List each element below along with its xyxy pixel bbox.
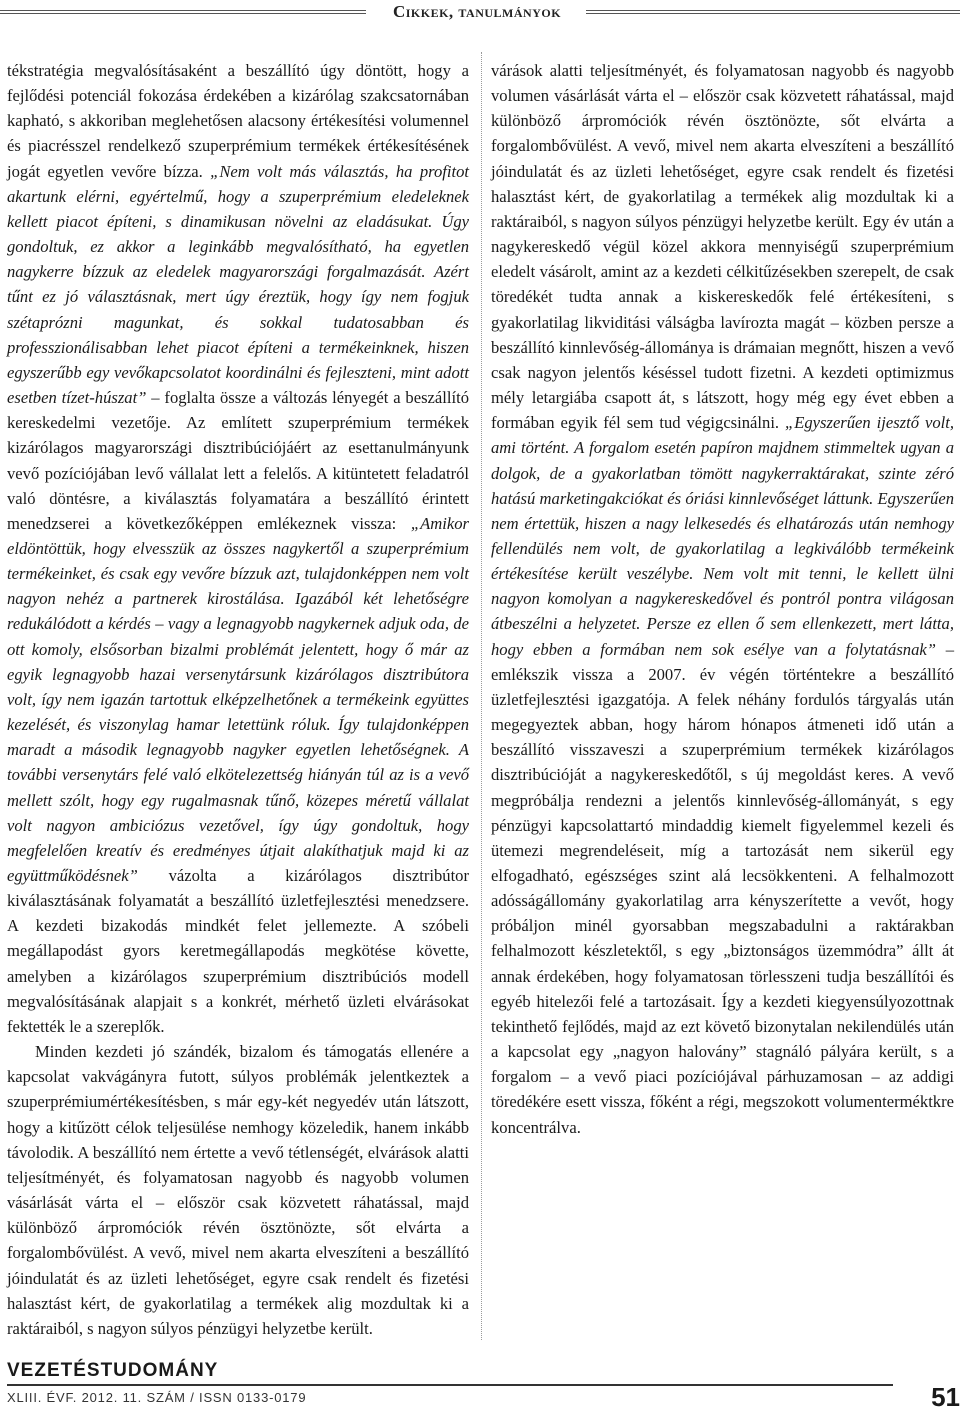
page-number: 51 xyxy=(931,1382,960,1412)
section-title: Cikkek, tanulmányok xyxy=(392,2,562,21)
journal-title: VEZETÉSTUDOMÁNY xyxy=(7,1360,219,1381)
quote-text: „Egyszerűen ijesztő volt, ami történt. A forgalom esetén papíron majdnem stimmeltek ugyan a dolgok, de a gyakorlatban tömött nagykerraktárakat, szinte zéró hatású marketingakciókat és óriási kinnlevőséget láttunk. Egyszerűen nem értettük, hiszen a nagy lelkesedés és elhatározás után nemhogy fellendülés nem volt, de gyakorlatilag a legkiválóbb termékeink értékesítése került veszélybe. Nem volt mit tenni, le kellett ülni nagyon komolyan a nagykereskedővel és pontról pontra világosan átbeszélni a helyzetet. Persze ez ellen ő sem ellenkezett, mert látta, hogy ebben a formában nem sok esélye van a folytatásnak” xyxy=(491,413,954,659)
column-divider xyxy=(481,52,482,1340)
running-header xyxy=(0,0,960,24)
body-paragraph xyxy=(491,58,954,1140)
body-text: tékstratégia megvalósításaként a beszállító úgy döntött, hogy a fejlődési potenciál fokozása érdekében a kizárólag szakcsatornában kapható, s akkoriban meglehetősen alacsony értékesítési volumennel és piacrésszel rendelkező szuperprémium termékek értékesítésének jogát egyetlen vevőre bízza. xyxy=(7,61,469,181)
footer-rule xyxy=(7,1384,893,1386)
body-paragraph xyxy=(7,58,469,1039)
quote-text: „Nem volt más választás, ha profitot akartunk elérni, egyértelmű, hogy a szuperprémium eledeleknek kellett piacot építeni, s dinamikusan növelni az eladásukat. Úgy gondoltuk, ez akkor a leginkább megvalósítható, ha egyetlen nagykerre bízzuk az eledelek magyarországi forgalmazását. Azért tűnt ez jó választásnak, mert úgy éreztük, hogy így nem fogjuk szétaprózni magunkat, és sokkal tudatosabban és professzionálisabban lehet piacot építeni a termékeinknek, hiszen egyszerűbb egy vevőkapcsolatot koordinálni és fejleszteni, mint adott esetben tízet-húszat” xyxy=(7,161,469,408)
body-paragraph xyxy=(7,1039,469,1341)
body-text: – foglalta össze a változás lényegét a beszállító kereskedelmi vezetője. Az említett szuperprémium termékek kizárólagos magyarországi disztribúciójáért az esettanulmányunk vevő pozíciójában levő vállalat lett a felelős. A kitüntetett feladatról való döntésre, a kiválasztás folyamatára a beszállító érintett menedzserei a következőképpen emlékeznek vissza: xyxy=(7,388,470,533)
quote-text: „Amikor eldöntöttük, hogy elvesszük az összes nagykertől a szuperprémium termékeinket, és csak egy vevőre bízzuk azt, tulajdonképpen nem volt nagyon nehéz a partnerek kirostálása. Igazából két lehetőségre redukálódott a kérdés – vagy a legnagyobb nagykernek adjuk oda, de ott komoly, elsősorban bizalmi problémát jelentett, hogy ő már az egyik legnagyobb hazai versenytársunk kizárólagos disztribútora volt, így nem igazán tartottuk elképzelhetőnek a termékeink együttes kezelését, és viszonylag hamar letettünk róluk. Így tulajdonképpen maradt a második legnagyobb nagyker egyetlen lehetőségnek. A további versenytárs felé való elkötelezettség hiányán túl az is a vevő mellett szólt, hogy egy rugalmasnak tűnő, közepes méretű vállalat volt nagyon ambiciózus vezetővel, így úgy gondoltuk, hogy megfelelően kreatív és eredményes útjait alakíthatjuk majd ki az együttműködésnek” xyxy=(7,513,469,885)
left-column xyxy=(7,58,469,1341)
body-text: vázolta a kizárólagos disztribútor kiválasztásának folyamatát a beszállító üzletfejlesztési menedzsere. A kezdeti bizakodás mindkét felet jellemezte. A szóbeli megállapodást gyors keretmegállapodás megkötése követte, amelyben a kizárólagos szuperprémium disztribúciós modell megvalósításának alapjait s a konkrét, mérhető üzleti elvárásokat fektették le a szereplők. xyxy=(7,866,469,1036)
header-rule-left xyxy=(0,10,366,14)
right-column xyxy=(491,58,954,1140)
body-text: várások alatti teljesítményét, és folyamatosan nagyobb és nagyobb volumen vásárlását várta el – először csak közvetett ráhatással, majd különböző árpromóciók révén ösztönözte, sőt elvárta a forgalombővülést. A vevő, mivel nem akarta elveszíteni a beszállító jóindulatát és az üzleti lehetőséget, egyre csak rendelt és fizetési halasztást kért, de gyakorlatilag a termékek alig mozdultak ki a raktáraiból, s nagyon súlyos pénzügyi helyzetbe került. Egy év után a nagykereskedő végül közel akkora mennyiségű szuperprémium eledelt vásárolt, amint az a kezdeti célkitűzésekben szerepelt, de csak töredékét tudta annak a kiskereskedők felé értékesíteni, s gyakorlatilag likviditási válságba lavírozta magát – közben persze a beszállító kinnlevőség-állománya is drámaian megnőtt, hiszen a vevő csak nagyon jelentős késéssel tudott fizetni. A kezdeti optimizmus mély letargiába csapott át, s látszott, hogy még egy évet ebben a formában egyik fél sem tud végigcsinálni. xyxy=(491,61,954,433)
body-text: Minden kezdeti jó szándék, bizalom és támogatás ellenére a kapcsolat vakvágányra futott, súlyos problémák jelentkeztek a szuperprémiumértékesítésben, s már egy-két negyedév után látszott, hogy a kitűzött célok teljesülése nemhogy közeledik, hanem inkább távolodik. A beszállító nem értette a vevő tétlenségét, elvárások alatti teljesítményét, és folyamatosan nagyobb és nagyobb volumen vásárlását várta el – először csak közvetett ráhatással, majd különböző árpromóciók révén ösztönözte, sőt elvárta a forgalombővülést. A vevő, mivel nem akarta elveszíteni a beszállító jóindulatát és az üzleti lehetőséget, egyre csak rendelt és fizetési halasztást kért, de gyakorlatilag a termékek alig mozdultak ki a raktáraiból, s nagyon súlyos pénzügyi helyzetbe került. xyxy=(7,1042,469,1338)
body-text: – emlékszik vissza a 2007. év végén történtekre a beszállító üzletfejlesztési igazgatója. A felek néhány fordulós tárgyalás után megegyeztek abban, hogy három hónapos átmeneti idő után a beszállító visszaveszi a szuperprémium termékek kizárólagos disztribúcióját a nagykereskedőtől, s új megoldást keres. A vevő megpróbálja rendezni a jelentős kinnlevőség-állományát, s egy pénzügyi kapcsolattartó mindaddig kiemelt figyelemmel kezeli és ütemezi megrendeléseit, míg a tartozását nem sikerül egy elfogadható, egészséges szint alá lecsökkenteni. A felhalmozott adósságállomány gyakorlatilag arra kényszerítette a vevőt, hogy próbáljon minél gyorsabban megszabadulni a raktárakban felhalmozott készletektől, s egy „biztonságos üzemmódra” állt át annak érdekében, hogy folyamatosan törlesszeni tudja beszállítói és egyéb hitelezői felé a tartozásait. Így a kezdeti kiegyensúlyozottnak tekinthető fejlődés, majd az ezt követő bizonytalan nekilendülés után a kapcsolat egy „nagyon halovány” stagnáló pályára került, s a forgalom – a vevő piaci pozíciójával párhuzamosan – az addigi töredékére esett vissza, főként a régi, megszokott volumenterméktkre koncentrálva. xyxy=(491,639,955,1137)
issue-info: XLIII. ÉVF. 2012. 11. SZÁM / ISSN 0133-0179 xyxy=(7,1390,307,1405)
header-rule-right xyxy=(586,10,960,14)
